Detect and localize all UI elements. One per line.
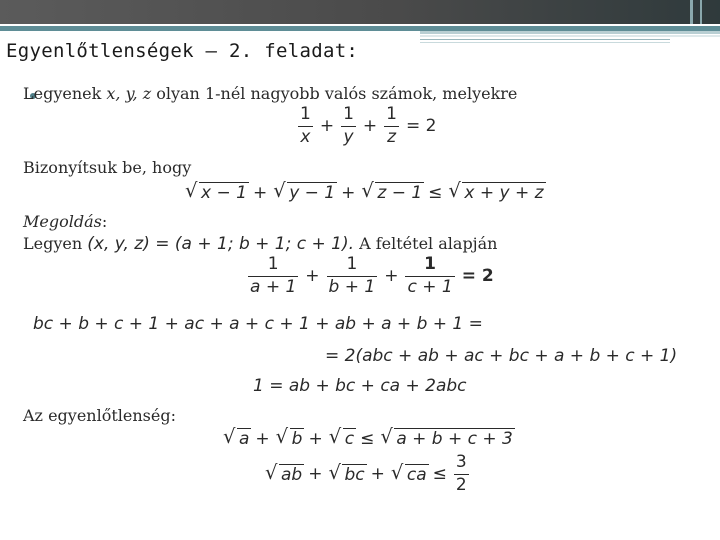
decoration-line [420,42,670,43]
page-title: Egyenlőtlenségek – 2. feladat: [6,40,359,62]
transformed-equation: $\frac{1}{a + 1}$ + $\frac{1}{b + 1}$ + $\frac{1}{c + 1}$ = 2 [250,254,494,298]
target-inequality: √ x − 1 + √ y − 1 + √ z − 1 ≤ √ x + y + z [185,179,544,203]
inequality-3: √ ab + √ bc + √ ca ≤ $\frac{3}{2}$ [265,452,467,496]
decoration-line [420,39,670,40]
equation-rhs: = 2 [405,116,437,137]
inequality-label: Az egyenlőtlenség: [23,406,176,425]
expanded-line-2: = 2(abc + ab + ac + bc + a + b + c + 1) [325,346,678,366]
intro-line [23,84,517,103]
fraction: $\frac{1}{z}$ [386,104,397,148]
expanded-line-1: bc + b + c + 1 + ac + a + c + 1 + ab + a + b + 1 = [33,314,483,334]
fraction: $\frac{1}{y}$ [343,104,354,148]
inequality-2: √ a + √ b + √ c ≤ √ a + b + c + 3 [223,425,513,449]
expanded-line-3: 1 = ab + bc + ca + 2abc [253,376,467,396]
fraction: $\frac{1}{a + 1}$ [250,254,297,298]
top-decoration-bar [0,0,720,24]
fraction: $\frac{1}{c + 1}$ [407,254,453,298]
substitution-line: Legyen (x, y, z) = (a + 1; b + 1; c + 1). A feltétel alapján [23,234,498,254]
intro-text-after: olyan 1-nél nagyobb valós számok, melyekre [156,84,518,103]
prove-text: Bizonyítsuk be, hogy [23,158,192,177]
fraction: $\frac{1}{x}$ [300,104,311,148]
intro-text-before: Legyenek [23,84,102,103]
condition-equation: $\frac{1}{x}$ + $\frac{1}{y}$ + $\frac{1}{z}$ = 2 [300,104,437,148]
fraction: $\frac{3}{2}$ [455,452,467,496]
intro-vars: x, y, z [106,84,152,103]
solution-heading: Megoldás: [23,212,108,231]
top-accent-stripes [420,31,720,39]
fraction: $\frac{1}{b + 1}$ [328,254,376,298]
